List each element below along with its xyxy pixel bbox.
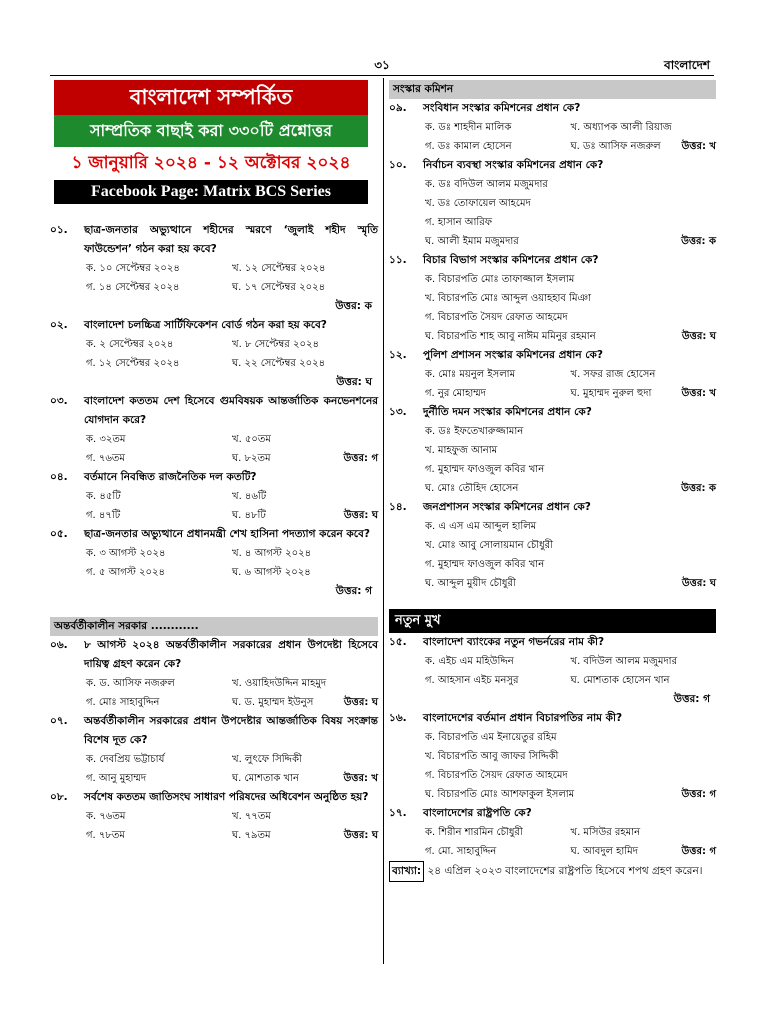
- banner-subtitle: সাম্প্রতিক বাছাই করা ৩৩০টি প্রশ্নোত্তর: [54, 115, 368, 147]
- option-c: গ. মুহাম্মদ ফাওজুল কবির খান: [425, 464, 545, 475]
- question-number: ০৭.: [50, 715, 68, 727]
- option-c: গ. ৪৭টি: [86, 510, 121, 521]
- option-a: ক. ৭৬তম: [86, 811, 126, 822]
- question-3: [50, 392, 378, 468]
- option-d: ঘ. ১৭ সেপ্টেম্বর ২০২৪: [232, 282, 326, 293]
- option-b: খ. ৭৭তম: [232, 811, 271, 822]
- question-text: সর্বশেষ কততম জাতিসংঘ সাধারণ পরিষদের অধিবেশন অনুষ্ঠিত হয়?: [84, 791, 369, 803]
- option-a: ক. বিচারপতি মোঃ তাফাজ্জাল ইসলাম: [425, 274, 575, 285]
- question-10: [389, 156, 716, 251]
- answer: উত্তর: ক: [681, 483, 716, 494]
- option-a: ক. বিচারপতি এম ইনায়েতুর রহিম: [425, 732, 557, 743]
- option-d: ঘ. মুহাম্মদ নুরুল হুদা: [570, 388, 652, 399]
- option-b: খ. সফর রাজ হোসেন: [570, 369, 656, 380]
- option-a: ক. এ এস এম আব্দুল হালিম: [425, 521, 537, 532]
- banner-daterange: ১ জানুয়ারি ২০২৪ - ১২ অক্টোবর ২০২৪: [71, 153, 351, 173]
- question-6: [50, 636, 378, 712]
- option-c: গ. বিচারপতি সৈয়দ রেফাত আহমেদ: [425, 770, 568, 781]
- question-14: [389, 498, 716, 593]
- answer: উত্তর: খ: [681, 141, 716, 152]
- question-17: [389, 804, 716, 882]
- answer: উত্তর: গ: [335, 585, 372, 597]
- question-number: ০৫.: [50, 528, 68, 540]
- answer: উত্তর: ক: [681, 236, 716, 247]
- answer: উত্তর: ঘ: [343, 510, 378, 521]
- column-divider: [383, 78, 384, 964]
- option-b: খ. মসিউর রহমান: [570, 827, 641, 838]
- option-a: ক. ডঃ বদিউল আলম মজুমদার: [425, 179, 548, 190]
- question-text: পুলিশ প্রশাসন সংস্কার কমিশনের প্রধান কে?: [423, 349, 603, 361]
- question-number: ০২.: [50, 319, 68, 331]
- question-13: [389, 403, 716, 498]
- option-c: গ. নুর মোহাম্মদ: [425, 388, 486, 399]
- banner-facebook: Facebook Page: Matrix BCS Series: [54, 180, 368, 204]
- question-text: ৮ আগস্ট ২০২৪ অন্তর্বর্তীকালীন সরকারের প্রধান উপদেষ্টা হিসেবে দায়িত্ব গ্রহণ করেন কে?: [84, 639, 378, 670]
- question-number: ১২.: [389, 349, 407, 361]
- answer: উত্তর: ঘ: [336, 376, 372, 388]
- option-a: ক. ২ সেপ্টেম্বর ২০২৪: [86, 339, 174, 350]
- option-d: ঘ. আলী ইমাম মজুমদার: [425, 236, 519, 247]
- question-11: [389, 251, 716, 346]
- option-c: গ. আনু মুহাম্মদ: [86, 773, 147, 784]
- option-d: ঘ. ৬ আগস্ট ২০২৪: [232, 567, 311, 578]
- question-5: [50, 525, 378, 601]
- question-text: ছাত্র-জনতার অভ্যুত্থানে শহীদের স্মরণে ‘জুলাই শহীদ স্মৃতি ফাউন্ডেশন’ গঠন করা হয় কবে?: [84, 224, 378, 255]
- answer: উত্তর: গ: [681, 789, 716, 800]
- option-d: ঘ. বিচারপতি শাহ আবু নাঈম মমিনুর রহমান: [425, 331, 596, 342]
- answer: উত্তর: গ: [673, 693, 710, 705]
- explanation-tag: ব্যাখ্যা:: [389, 861, 424, 882]
- answer: উত্তর: ঘ: [343, 830, 378, 841]
- question-text: ছাত্র-জনতার অভ্যুত্থানে প্রধানমন্ত্রী শেখ হাসিনা পদত্যাগ করেন কবে?: [84, 528, 370, 540]
- option-d: ঘ. বিচারপতি মোঃ আশফাকুল ইসলাম: [425, 789, 575, 800]
- question-number: ০১.: [50, 224, 68, 236]
- option-b: খ. ৫০তম: [232, 434, 271, 445]
- right-column: [389, 80, 716, 882]
- option-b: খ. বিচারপতি আবু জাফর সিদ্দিকী: [425, 751, 559, 762]
- question-number: ০৮.: [50, 791, 68, 803]
- option-a: ক. ১০ সেপ্টেম্বর ২০২৪: [86, 263, 180, 274]
- question-text: জনপ্রশাসন সংস্কার কমিশনের প্রধান কে?: [423, 501, 591, 513]
- question-number: ১৫.: [389, 636, 407, 648]
- option-b: খ. মাহফুজ আনাম: [425, 445, 498, 456]
- section-heading: সংস্কার কমিশন: [389, 80, 716, 99]
- question-text: বাংলাদেশের রাষ্ট্রপতি কে?: [423, 807, 532, 819]
- question-7: [50, 712, 378, 788]
- option-a: ক. ৩ আগস্ট ২০২৪: [86, 548, 166, 559]
- question-number: ১০.: [389, 159, 407, 171]
- answer: উত্তর: খ: [343, 773, 378, 784]
- option-a: ক. এইচ এম মহিউদ্দিন: [425, 656, 514, 667]
- option-c: গ. ৫ আগস্ট ২০২৪: [86, 567, 166, 578]
- option-d: ঘ. আব্দুল মুয়ীদ চৌধুরী: [425, 578, 516, 589]
- answer: উত্তর: ঘ: [343, 697, 378, 708]
- option-b: খ. ১২ সেপ্টেম্বর ২০২৪: [232, 263, 326, 274]
- option-c: গ. আহসান এইচ মনসুর: [425, 675, 519, 686]
- question-number: ১১.: [389, 254, 407, 266]
- option-a: ক. দেবপ্রিয় ভট্টাচার্য: [86, 754, 165, 765]
- explanation-text: ২৪ এপ্রিল ২০২৩ বাংলাদেশের রাষ্ট্রপতি হিসেবে শপথ গ্রহণ করেন।: [427, 865, 703, 877]
- question-text: নির্বাচন ব্যবস্থা সংস্কার কমিশনের প্রধান কে?: [423, 159, 604, 171]
- option-b: খ. অধ্যাপক আলী রিয়াজ: [570, 122, 672, 133]
- option-d: ঘ. ৭৯তম: [232, 830, 271, 841]
- question-4: [50, 468, 378, 525]
- option-c: গ. মোঃ সাহাবুদ্দিন: [86, 697, 160, 708]
- question-number: ১৬.: [389, 712, 407, 724]
- option-b: খ. বিচারপতি মোঃ আব্দুল ওয়াহহাব মিঞা: [425, 293, 591, 304]
- answer: উত্তর: খ: [681, 388, 716, 399]
- option-d: ঘ. ২২ সেপ্টেম্বর ২০২৪: [232, 358, 326, 369]
- option-c: গ. ৭৬তম: [86, 453, 125, 464]
- option-b: খ. মোঃ আবু সোলায়মান চৌধুরী: [425, 540, 554, 551]
- answer: উত্তর: ঘ: [681, 331, 716, 342]
- question-text: বাংলাদেশের বর্তমান প্রধান বিচারপতির নাম কী?: [423, 712, 623, 724]
- option-a: ক. ডঃ শাহদীন মালিক: [425, 122, 512, 133]
- answer: উত্তর: ক: [335, 300, 372, 312]
- question-number: ১৭.: [389, 807, 407, 819]
- question-text: বিচার বিভাগ সংস্কার কমিশনের প্রধান কে?: [423, 254, 599, 266]
- option-c: গ. হাসান আরিফ: [425, 217, 493, 228]
- question-text: দুর্নীতি দমন সংস্কার কমিশনের প্রধান কে?: [423, 406, 592, 418]
- question-16: [389, 709, 716, 804]
- option-a: ক. শিরীন শারমিন চৌধুরী: [425, 827, 523, 838]
- explanation: [389, 861, 716, 882]
- option-c: গ. ১৪ সেপ্টেম্বর ২০২৪: [86, 282, 180, 293]
- option-b: খ. ৮ সেপ্টেম্বর ২০২৪: [232, 339, 319, 350]
- page-header: [50, 55, 714, 76]
- banner-title: বাংলাদেশ সম্পর্কিত: [54, 80, 368, 115]
- question-text: বাংলাদেশ ব্যাংকের নতুন গভর্নরের নাম কী?: [423, 636, 605, 648]
- option-a: ক. ডঃ ইফতেখারুজ্জামান: [425, 426, 524, 437]
- question-15: [389, 633, 716, 709]
- option-c: গ. বিচারপতি সৈয়দ রেফাত আহমেদ: [425, 312, 568, 323]
- question-text: অন্তর্বর্তীকালীন সরকারের প্রধান উপদেষ্টার আন্তর্জাতিক বিষয় সংক্রান্ত বিশেষ দূত কে?: [84, 715, 378, 746]
- option-b: খ. ওয়াহিদউদ্দিন মাহমুদ: [232, 678, 327, 689]
- question-number: ০৩.: [50, 395, 68, 407]
- question-9: [389, 99, 716, 156]
- page-number: ৩১: [374, 58, 390, 72]
- option-b: খ. ৪ আগস্ট ২০২৪: [232, 548, 312, 559]
- option-d: ঘ. মোশতাক খান: [232, 773, 299, 784]
- option-a: ক. ৪৫টি: [86, 491, 121, 502]
- section-heading: অন্তর্বর্তীকালীন সরকার ............: [50, 617, 378, 636]
- option-b: খ. ডঃ তোফায়েল আহমেদ: [425, 198, 531, 209]
- section-heading: নতুন মুখ: [389, 609, 716, 633]
- option-d: ঘ. ড. মুহাম্মদ ইউনুস: [232, 697, 314, 708]
- question-text: বর্তমানে নিবন্ধিত রাজনৈতিক দল কতটি?: [84, 471, 257, 483]
- option-c: গ. ১২ সেপ্টেম্বর ২০২৪: [86, 358, 180, 369]
- answer: উত্তর: গ: [681, 846, 716, 857]
- question-number: ০৯.: [389, 102, 407, 114]
- option-d: ঘ. মোশতাক হোসেন খান: [570, 675, 670, 686]
- option-b: খ. ৪৬টি: [232, 491, 267, 502]
- question-text: বাংলাদেশ চলচ্চিত্র সার্টিফিকেশন বোর্ড গঠন করা হয় কবে?: [84, 319, 327, 331]
- question-number: ১৪.: [389, 501, 407, 513]
- option-d: ঘ. ৪৮টি: [232, 510, 266, 521]
- option-b: খ. লুৎফে সিদ্দিকী: [232, 754, 302, 765]
- option-c: গ. মুহাম্মদ ফাওজুল কবির খান: [425, 559, 545, 570]
- question-1: [50, 221, 378, 316]
- option-d: ঘ. ৮২তম: [232, 453, 271, 464]
- answer: উত্তর: ঘ: [681, 578, 716, 589]
- question-number: ০৪.: [50, 471, 68, 483]
- option-d: ঘ. আবদুল হামিদ: [570, 846, 638, 857]
- option-c: গ. ডঃ কামাল হোসেন: [425, 141, 512, 152]
- option-c: গ. মো. সাহাবুদ্দিন: [425, 846, 497, 857]
- question-text: সংবিধান সংস্কার কমিশনের প্রধান কে?: [423, 102, 581, 114]
- option-a: ক. ড. আসিফ নজরুল: [86, 678, 175, 689]
- answer: উত্তর: গ: [343, 453, 378, 464]
- question-8: [50, 788, 378, 845]
- option-c: গ. ৭৮তম: [86, 830, 125, 841]
- option-a: ক. ৩২তম: [86, 434, 126, 445]
- question-text: বাংলাদেশ কততম দেশ হিসেবে গুমবিষয়ক আন্তর্জাতিক কনভেনশনের যোগদান করে?: [84, 395, 378, 426]
- option-d: ঘ. মোঃ তৌহিদ হোসেন: [425, 483, 519, 494]
- option-a: ক. মোঃ ময়নুল ইসলাম: [425, 369, 516, 380]
- question-number: ০৬.: [50, 639, 68, 651]
- left-column: [50, 80, 378, 845]
- option-b: খ. বদিউল আলম মজুমদার: [570, 656, 678, 667]
- running-title: বাংলাদেশ: [664, 58, 710, 72]
- question-2: [50, 316, 378, 392]
- option-d: ঘ. ডঃ আসিফ নজরুল: [570, 141, 661, 152]
- question-number: ১৩.: [389, 406, 407, 418]
- question-12: [389, 346, 716, 403]
